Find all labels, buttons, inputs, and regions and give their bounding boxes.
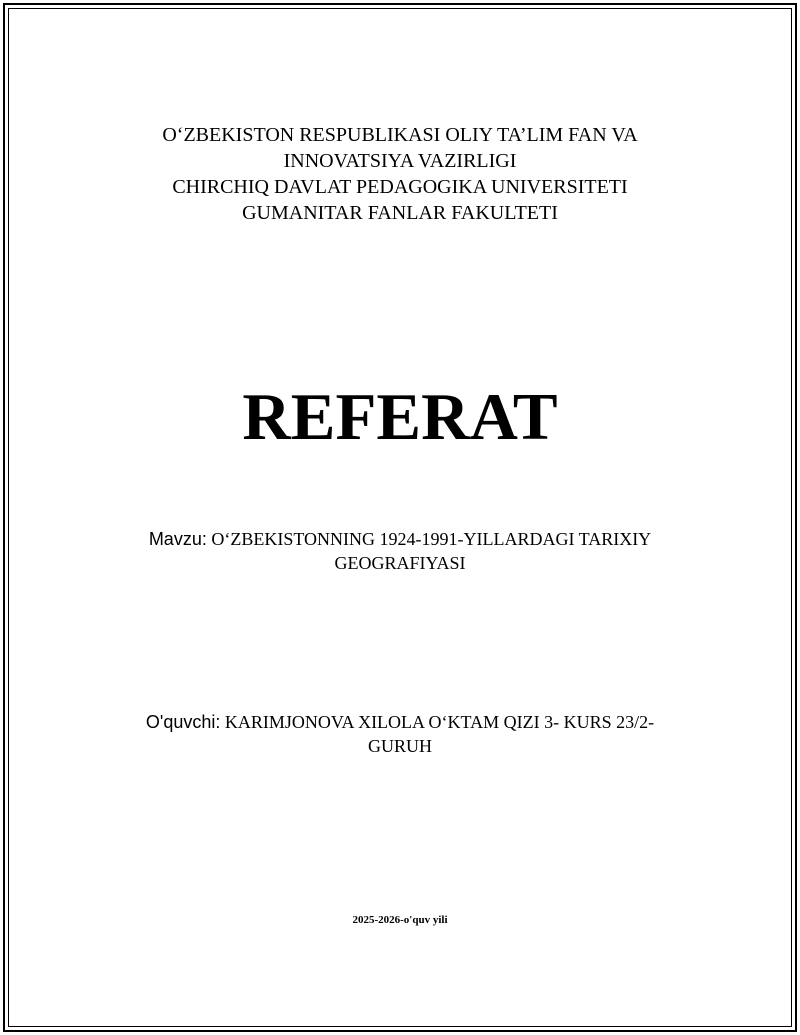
topic-text-2: GEOGRAFIYASI [334,553,466,573]
header-line-faculty: GUMANITAR FANLAR FAKULTETI [242,202,558,224]
student-line-1 [100,710,700,734]
header-line-ministry-cont: INNOVATSIYA VAZIRLIGI [283,150,517,172]
academic-year: 2025-2026-o'quv yili [352,914,448,926]
header-line-university: CHIRCHIQ DAVLAT PEDAGOGIKA UNIVERSITETI [172,176,628,198]
student-text-2: GURUH [367,736,432,756]
institution-header [60,122,740,226]
student-text-1: KARIMJONOVA XILOLA O‘KTAM QIZI 3- KURS 23/2- [224,712,655,732]
student-label: O'quvchi: [145,712,221,732]
header-line-ministry: O‘ZBEKISTON RESPUBLIKASI OLIY TA’LIM FAN VA [162,124,638,146]
topic-block [100,527,700,575]
document-title: REFERAT [242,380,558,454]
student-block [100,710,700,758]
topic-line-1 [100,527,700,551]
topic-text-1: O‘ZBEKISTONNING 1924-1991-YILLARDAGI TARIXIY [211,529,652,549]
topic-label: Mavzu: [148,529,207,549]
